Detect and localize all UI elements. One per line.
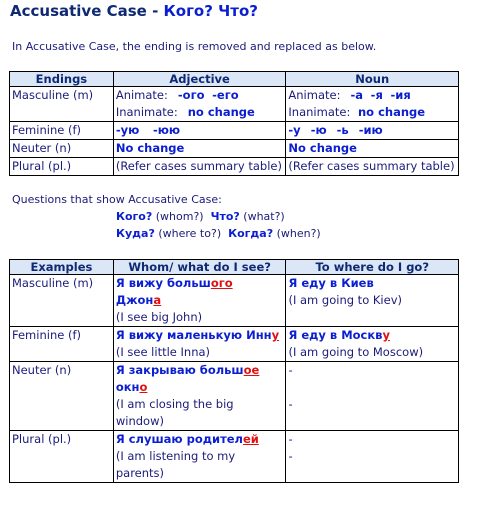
question-ru: Куда?: [116, 227, 155, 240]
examples-row-feminine: [10, 327, 459, 362]
ending-highlight: о: [139, 380, 148, 394]
plural-noun: (Refer cases summary table): [286, 158, 459, 176]
ending: -юю: [152, 123, 181, 137]
ending-highlight: ей: [242, 432, 259, 446]
example-ru: Я вижу больш: [115, 276, 211, 290]
neuter-adjective: No change: [113, 140, 286, 158]
ending-highlight: ого: [210, 276, 233, 290]
example-ru: Я закрываю больш: [115, 363, 244, 377]
neuter-see: [113, 362, 286, 431]
masculine-label: Masculine (m): [10, 275, 114, 327]
masculine-noun: [286, 87, 459, 122]
animate-label: Animate:: [115, 88, 168, 102]
endings-row-neuter: [10, 140, 459, 158]
ending-highlight: у: [271, 328, 280, 342]
example-ru: окн: [115, 380, 140, 394]
feminine-see: [113, 327, 286, 362]
masculine-adjective: [113, 87, 286, 122]
no-change: no change: [187, 105, 255, 119]
dash: -: [288, 449, 293, 463]
examples-header-where: To where do I go?: [286, 260, 459, 275]
endings-header-endings: Endings: [10, 72, 114, 87]
ending: -а: [350, 88, 364, 102]
examples-header-row: [10, 260, 459, 275]
ending: -ую: [115, 123, 140, 137]
plural-go: [286, 431, 459, 483]
page-title: [10, 2, 258, 20]
feminine-label: Feminine (f): [10, 122, 114, 140]
examples-row-plural: [10, 431, 459, 483]
endings-header-noun: Noun: [286, 72, 459, 87]
ending: -ию: [358, 123, 383, 137]
dash: -: [288, 432, 293, 446]
masculine-see: [113, 275, 286, 327]
ending: -у: [288, 123, 301, 137]
neuter-go: [286, 362, 459, 431]
example-en: (I am closing the big: [115, 397, 234, 411]
ending-highlight: у: [382, 328, 390, 342]
question-ru: Когда?: [228, 227, 274, 240]
title-dash: -: [146, 2, 164, 20]
feminine-go: [286, 327, 459, 362]
ending-highlight: ое: [243, 363, 260, 377]
title-questions: Кого? Что?: [163, 2, 258, 20]
feminine-adjective: [113, 122, 286, 140]
endings-header-adjective: Adjective: [113, 72, 286, 87]
questions-line-1: [116, 210, 285, 223]
example-en: (I am going to Moscow): [288, 345, 424, 359]
ending: -ь: [336, 123, 349, 137]
question-en: (where to?): [158, 227, 222, 240]
ending: -его: [212, 88, 239, 102]
question-ru: Кого?: [116, 210, 153, 223]
ending: -я: [370, 88, 383, 102]
plural-label: Plural (pl.): [10, 431, 114, 483]
example-ru: Джон: [115, 293, 154, 307]
animate-label: Animate:: [288, 88, 341, 102]
example-en: parents): [115, 466, 165, 480]
example-en: (I see big John): [115, 310, 203, 324]
feminine-label: Feminine (f): [10, 327, 114, 362]
dash: -: [288, 363, 293, 377]
ending: -ого: [177, 88, 205, 102]
plural-see: [113, 431, 286, 483]
endings-row-feminine: [10, 122, 459, 140]
inanimate-label: Inanimate:: [288, 105, 351, 119]
ending: -ю: [310, 123, 327, 137]
row-label: [10, 87, 114, 122]
questions-heading: Questions that show Accusative Case:: [12, 193, 222, 206]
inanimate-label: Inanimate:: [115, 105, 178, 119]
question-en: (when?): [276, 227, 321, 240]
endings-header-row: [10, 72, 459, 87]
examples-header-examples: Examples: [10, 260, 114, 275]
example-ru: Я еду в Киев: [288, 276, 374, 290]
examples-header-whom: Whom/ what do I see?: [113, 260, 286, 275]
examples-row-neuter: [10, 362, 459, 431]
example-en: (I am going to Kiev): [288, 293, 402, 307]
endings-row-masculine: [10, 87, 459, 122]
plural-label: Plural (pl.): [10, 158, 114, 176]
example-en: (I am listening to my: [115, 449, 236, 463]
endings-row-plural: [10, 158, 459, 176]
example-ru: Я еду в Москв: [288, 328, 383, 342]
example-en: window): [115, 414, 164, 428]
examples-table: [9, 259, 459, 483]
ending: -ия: [390, 88, 411, 102]
example-ru: Я вижу маленькую Инн: [115, 328, 272, 342]
endings-table: [9, 71, 459, 176]
dash: -: [288, 397, 293, 411]
title-case: Accusative Case: [10, 2, 147, 20]
neuter-label: Neuter (n): [10, 140, 114, 158]
no-change: no change: [357, 105, 426, 119]
neuter-label: Neuter (n): [10, 362, 114, 431]
plural-adjective: (Refer cases summary table): [113, 158, 286, 176]
ending-highlight: а: [153, 293, 162, 307]
question-en: (whom?): [155, 210, 204, 223]
questions-line-2: [116, 227, 321, 240]
neuter-noun: No change: [286, 140, 459, 158]
example-ru: Я слушаю родител: [115, 432, 243, 446]
example-en: (I see little Inna): [115, 345, 211, 359]
question-en: (what?): [243, 210, 285, 223]
feminine-noun: [286, 122, 459, 140]
question-ru: Что?: [210, 210, 240, 223]
masculine-go: [286, 275, 459, 327]
examples-row-masculine: [10, 275, 459, 327]
intro-text: In Accusative Case, the ending is removed and replaced as below.: [12, 40, 377, 53]
masculine-label: Masculine (m): [12, 88, 94, 102]
